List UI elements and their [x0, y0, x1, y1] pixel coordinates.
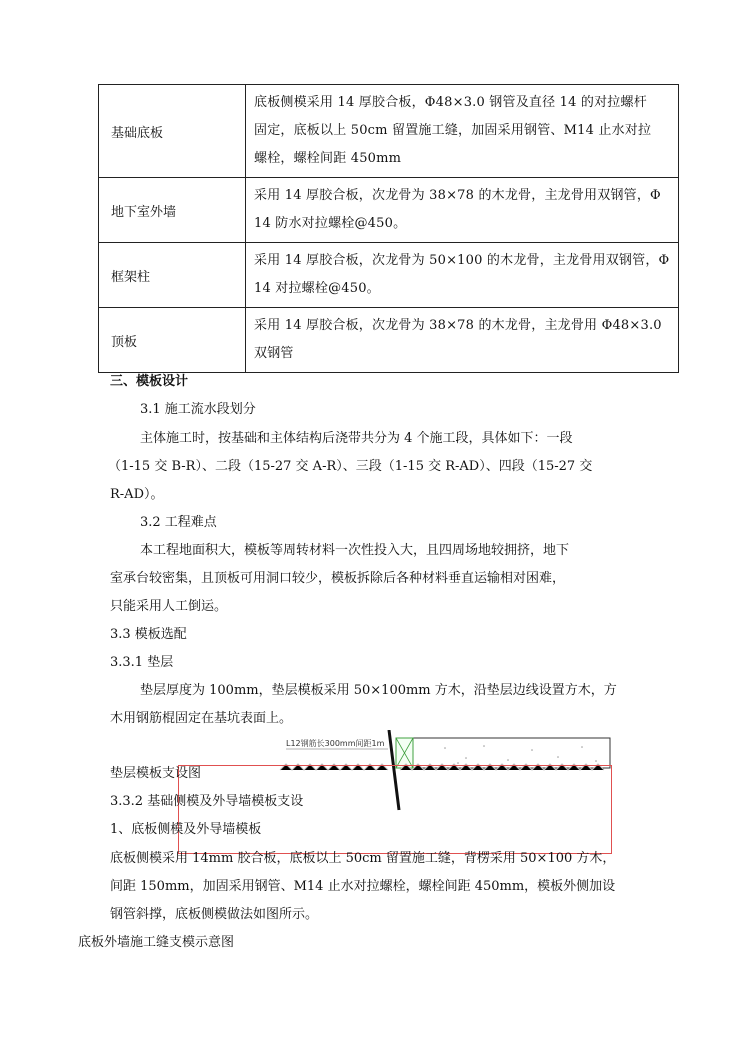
subsection-title: 3.2 工程难点	[140, 515, 217, 530]
paragraph-line: 钢管斜撑，底板侧模做法如图所示。	[110, 907, 319, 922]
paragraph-line: R-AD）。	[110, 487, 164, 502]
paragraph-line: （1-15 交 B-R）、二段（15-27 交 A-R）、三段（1-15 交 R-AD）、四段（15-27 交	[108, 459, 593, 474]
paragraph-line: 室承台较密集，且顶板可用洞口较少，模板拆除后各种材料垂直运输相对困难，	[110, 571, 566, 586]
table-row	[99, 85, 679, 178]
table-row	[99, 308, 679, 373]
paragraph-line: 垫层厚度为 100mm，垫层模板采用 50×100mm 方木，沿垫层边线设置方木，方	[140, 683, 617, 698]
row-name: 地下室外墙	[99, 178, 246, 243]
paragraph-line: 主体施工时，按基础和主体结构后浇带共分为 4 个施工段，具体如下：一段	[140, 431, 573, 446]
row-desc: 采用 14 厚胶合板，次龙骨为 50×100 的木龙骨，主龙骨用双钢管，Φ 14 对拉螺栓@450。	[246, 243, 679, 308]
paragraph-line: 底板侧模采用 14mm 胶合板，底板以上 50cm 留置施工缝，背楞采用 50×100 方木，	[110, 851, 616, 866]
paragraph-line: 只能采用人工倒运。	[110, 599, 228, 614]
row-name: 框架柱	[99, 243, 246, 308]
row-desc: 采用 14 厚胶合板，次龙骨为 38×78 的木龙骨，主龙骨用 Φ48×3.0 双钢管	[246, 308, 679, 373]
table-row	[99, 243, 679, 308]
paragraph-line: 本工程地面积大，模板等周转材料一次性投入大，且四周场地较拥挤，地下	[140, 543, 570, 558]
table-row	[99, 178, 679, 243]
figure-caption: 垫层模板支设图	[110, 766, 202, 781]
spec-table	[98, 84, 679, 373]
subsection-title: 3.3.1 垫层	[110, 655, 174, 670]
row-name: 基础底板	[99, 85, 246, 178]
subsection-title: 3.3.2 基础侧模及外导墙模板支设	[110, 794, 304, 809]
item-title: 1、底板侧模及外导墙模板	[110, 822, 262, 837]
section-title: 三、模板设计	[110, 374, 189, 389]
paragraph-line: 木用钢筋棍固定在基坑表面上。	[110, 711, 293, 726]
figure-label: L12钢筋长300mm间距1m	[286, 739, 385, 748]
row-desc: 底板侧模采用 14 厚胶合板，Φ48×3.0 钢管及直径 14 的对拉螺杆 固定，底板以上 50cm 留置施工缝，加固采用钢管、M14 止水对拉 螺栓，螺栓间距 450mm	[246, 85, 679, 178]
subsection-title: 3.3 模板选配	[110, 627, 187, 642]
paragraph-line: 间距 150mm，加固采用钢管、M14 止水对拉螺栓，螺栓间距 450mm，模板外侧加设	[110, 879, 616, 894]
row-desc: 采用 14 厚胶合板，次龙骨为 38×78 的木龙骨，主龙骨用双钢管，Φ 14 防水对拉螺栓@450。	[246, 178, 679, 243]
subsection-title: 3.1 施工流水段划分	[140, 402, 256, 417]
row-name: 顶板	[99, 308, 246, 373]
figure-caption: 底板外墙施工缝支模示意图	[78, 935, 235, 950]
